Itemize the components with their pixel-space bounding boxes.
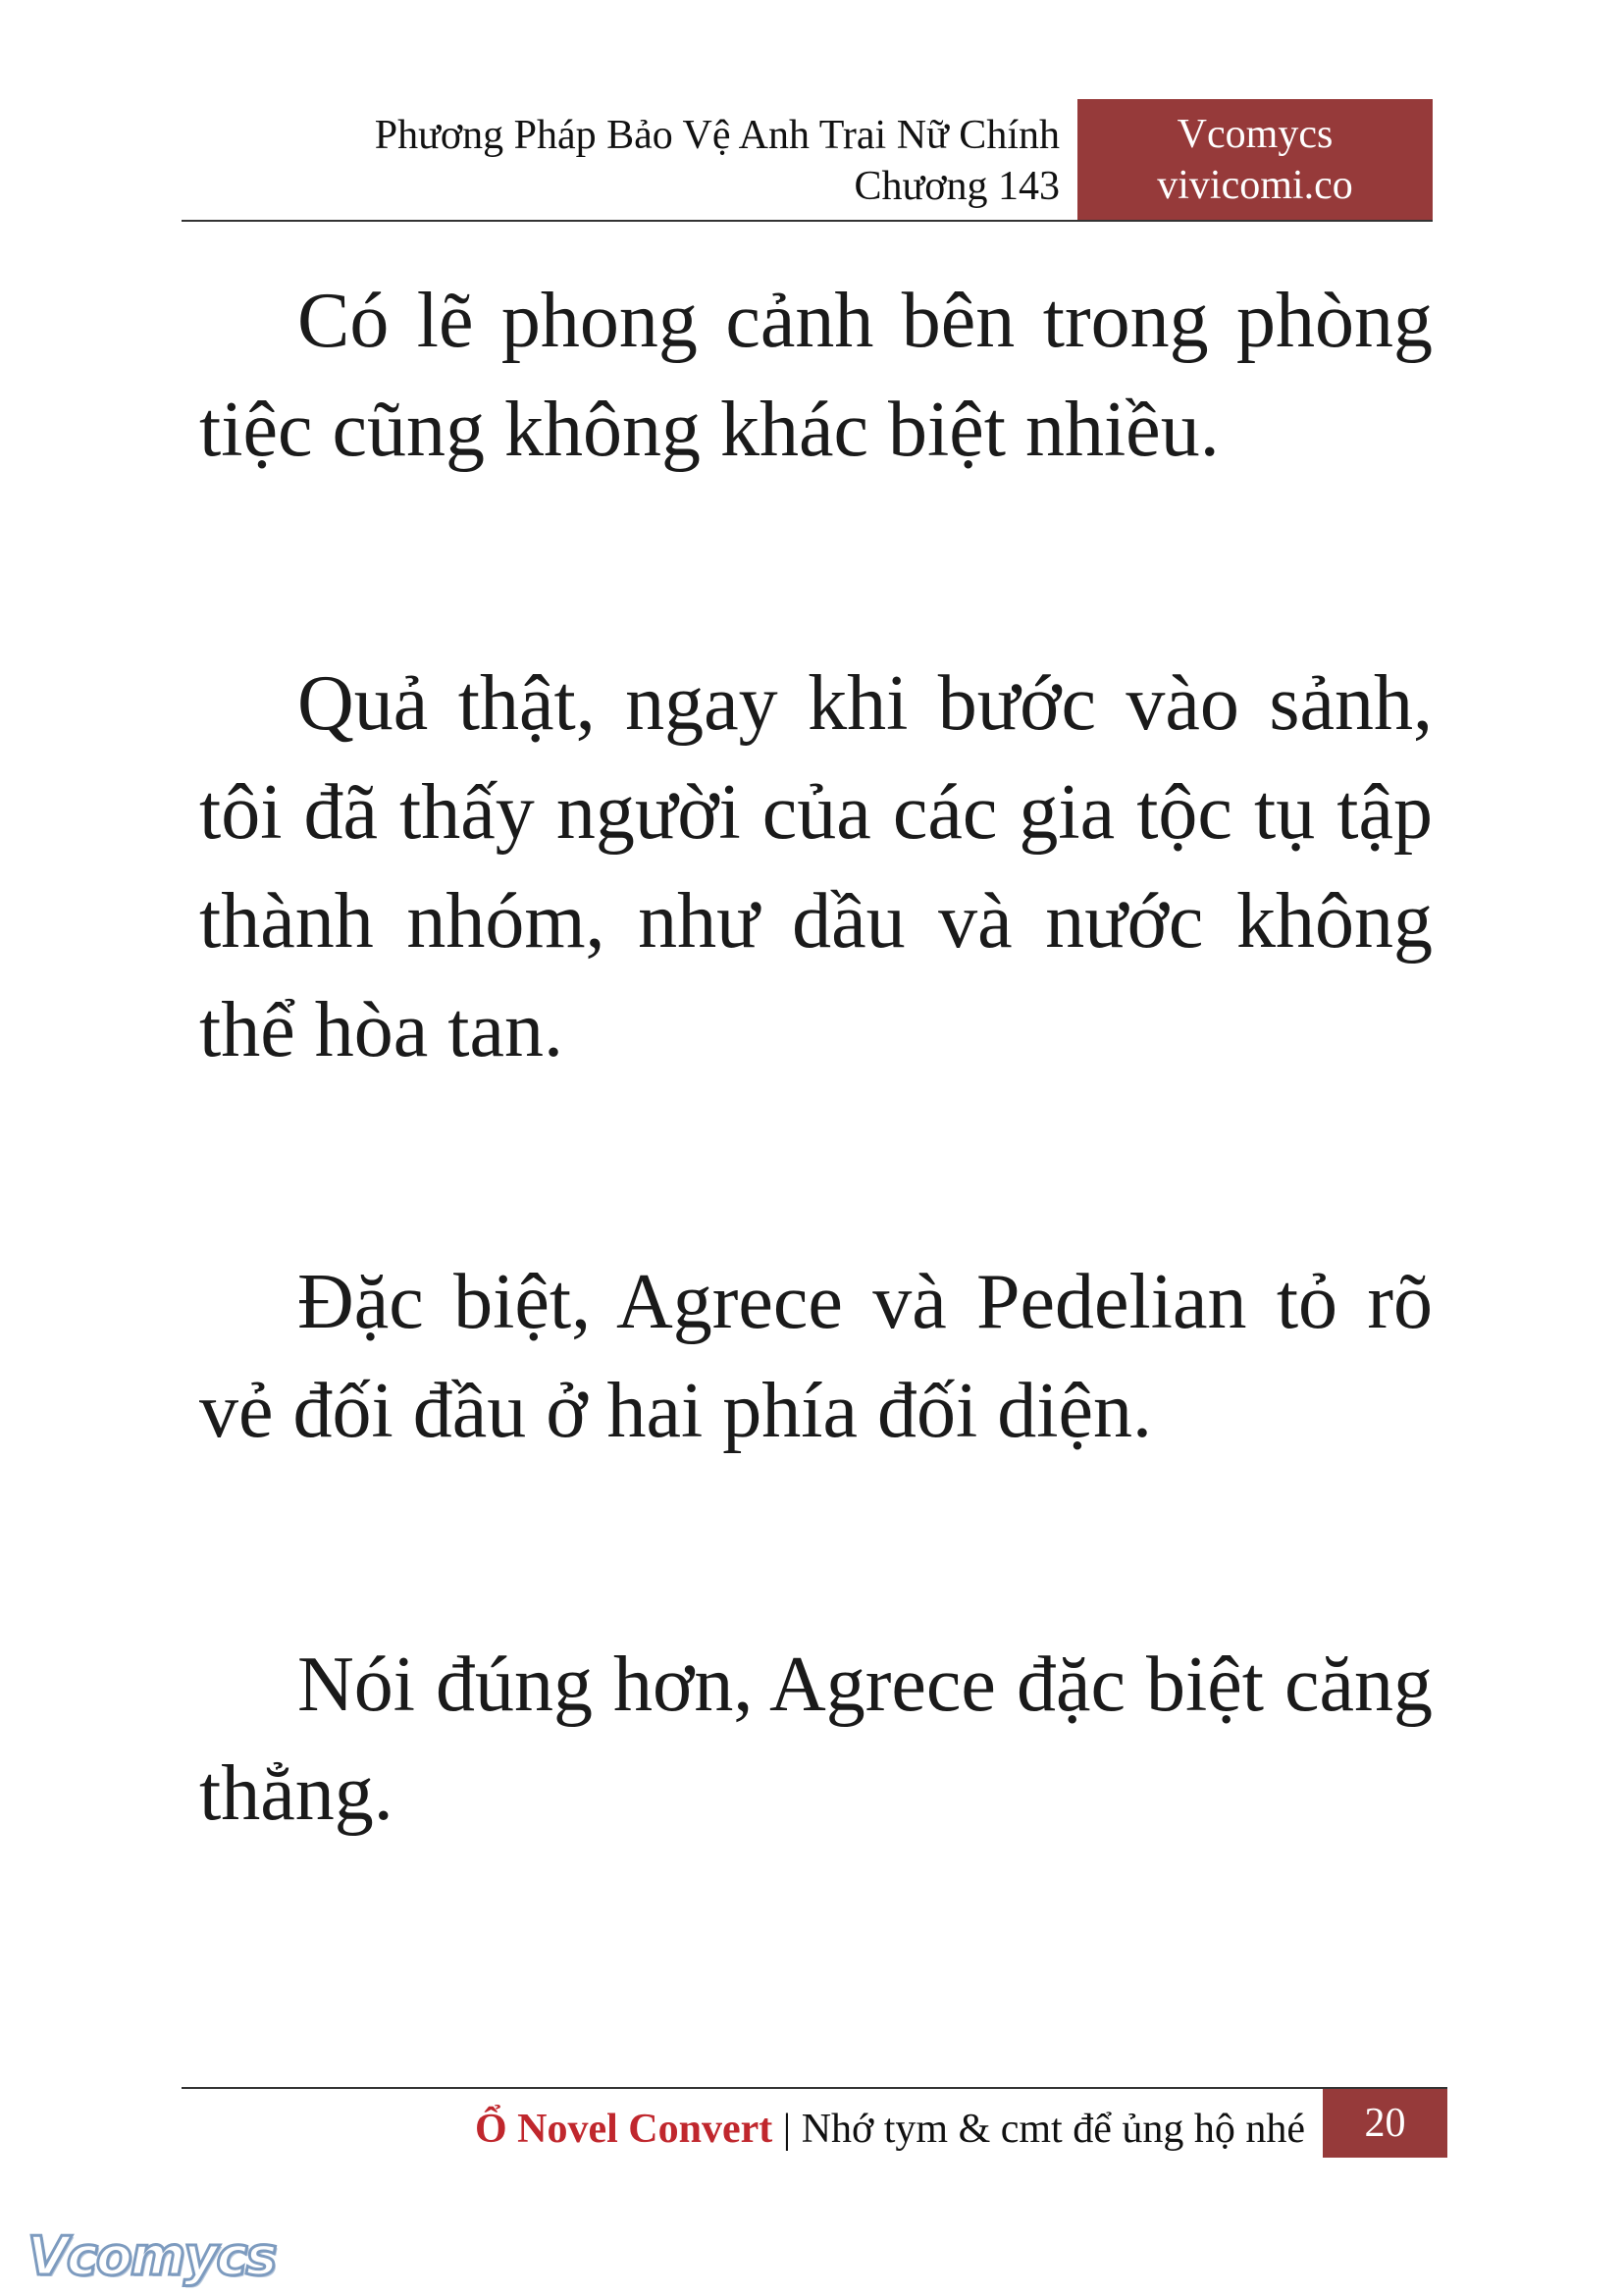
footer-brand: Ổ Novel Convert	[474, 2107, 773, 2152]
paragraph-1: Có lẽ phong cảnh bên trong phòng tiệc cũng không khác biệt nhiều.	[199, 278, 1433, 473]
site-name: Vcomycs	[1177, 112, 1334, 157]
book-title: Phương Pháp Bảo Vệ Anh Trai Nữ Chính	[374, 113, 1060, 158]
watermark-logo: Vcomycs	[27, 2225, 276, 2287]
chapter-label: Chương 143	[854, 164, 1060, 209]
site-url: vivicomi.co	[1157, 163, 1353, 208]
header-title-block	[375, 110, 1060, 212]
page-header	[0, 0, 1624, 226]
page-number: 20	[1323, 2089, 1447, 2158]
paragraph-2: Quả thật, ngay khi bước vào sảnh, tôi đã thấy người của các gia tộc tụ tập thành nhóm, như dầu và nước không thể hòa tan.	[199, 660, 1433, 1073]
footer-message: Nhớ tym & cmt để ủng hộ nhé	[801, 2107, 1305, 2152]
header-divider	[182, 220, 1433, 222]
paragraph-3: Đặc biệt, Agrece và Pedelian tỏ rõ vẻ đối đầu ở hai phía đối diện.	[199, 1259, 1433, 1454]
site-badge	[1077, 99, 1433, 221]
footer-separator: |	[772, 2107, 802, 2152]
paragraph-4: Nói đúng hơn, Agrece đặc biệt căng thẳng.	[199, 1642, 1433, 1837]
footer-divider	[182, 2087, 1447, 2089]
footer-note	[475, 2100, 1305, 2159]
